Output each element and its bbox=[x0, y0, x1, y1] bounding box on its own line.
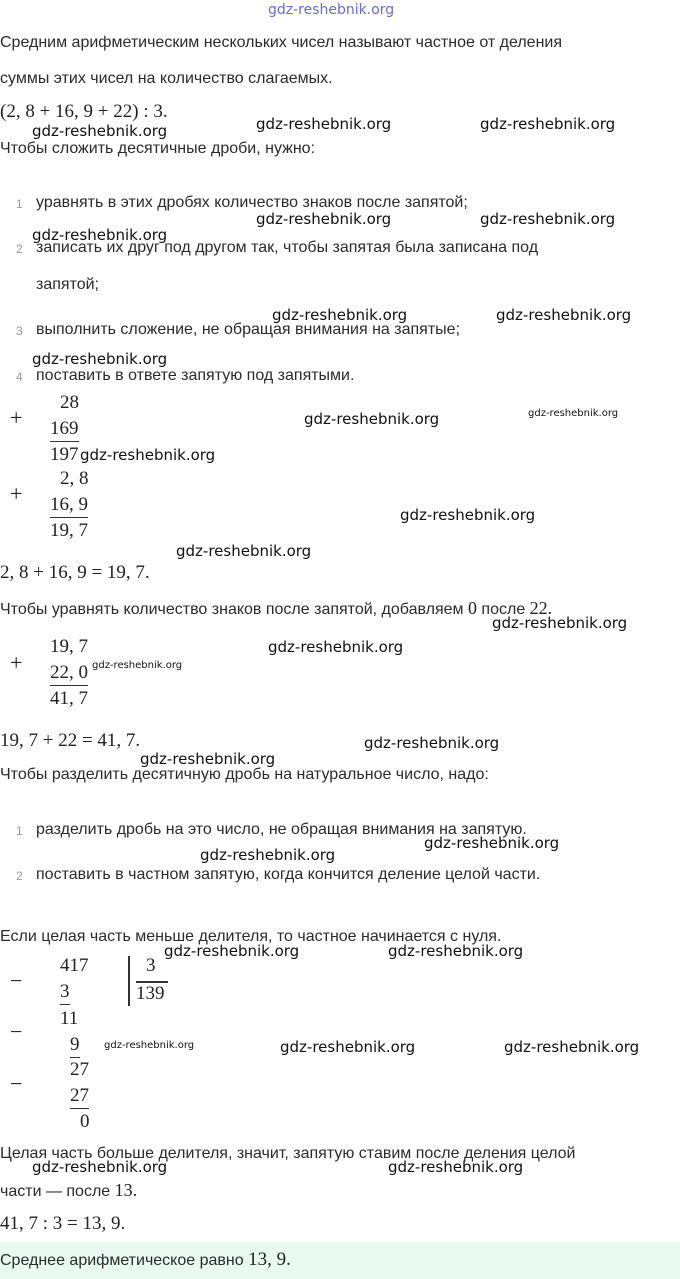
list-item: записать их друг под другом так, чтобы запятая была записана под bbox=[36, 239, 539, 256]
watermark: gdz-reshebnik.org bbox=[480, 210, 616, 228]
list-item: поставить в ответе запятую под запятыми. bbox=[36, 367, 355, 384]
after-div-text: части — после bbox=[0, 1183, 111, 1200]
sum: 19, 7 bbox=[50, 520, 88, 541]
list-number: 1 bbox=[16, 197, 23, 211]
minus-sign: − bbox=[10, 968, 23, 993]
result-equation-2: 19, 7 + 22 = 41, 7. bbox=[0, 730, 141, 751]
answer-value: 13, 9. bbox=[248, 1249, 291, 1270]
list-number: 1 bbox=[16, 824, 23, 838]
watermark: gdz-reshebnik.org bbox=[164, 942, 300, 960]
watermark: gdz-reshebnik.org bbox=[256, 115, 392, 133]
list-item-continued: запятой; bbox=[36, 276, 99, 293]
watermark: gdz-reshebnik.org bbox=[32, 1158, 168, 1176]
subtrahend: 9 bbox=[70, 1034, 80, 1058]
watermark: gdz-reshebnik.org bbox=[304, 410, 440, 428]
watermark: gdz-reshebnik.org bbox=[268, 638, 404, 656]
addend-b: 22, 0 bbox=[50, 662, 88, 686]
division-bracket-vertical bbox=[128, 956, 130, 1006]
align-text: Чтобы уравнять количество знаков после запятой, добавляем bbox=[0, 601, 464, 618]
align-zero: 0 bbox=[467, 598, 477, 618]
div-rule-heading: Чтобы разделить десятичную дробь на натуральное число, надо: bbox=[0, 766, 489, 783]
list-item: поставить в частном запятую, когда кончится деление целой части. bbox=[36, 866, 541, 883]
intro-line-1: Средним арифметическим нескольких чисел называют частное от деления bbox=[0, 34, 563, 51]
list-item: уравнять в этих дробях количество знаков после запятой; bbox=[36, 194, 468, 211]
minus-sign: − bbox=[10, 1071, 23, 1096]
intro-expression: (2, 8 + 16, 9 + 22) : 3. bbox=[0, 101, 168, 122]
addend-a: 19, 7 bbox=[50, 636, 88, 657]
watermark: gdz-reshebnik.org bbox=[528, 408, 619, 419]
intro-line-2: суммы этих чисел на количество слагаемых. bbox=[0, 70, 333, 87]
sum: 197 bbox=[50, 444, 79, 465]
watermark: gdz-reshebnik.org bbox=[176, 542, 312, 560]
after-div-num: 13. bbox=[114, 1180, 138, 1200]
watermark: gdz-reshebnik.org bbox=[504, 1038, 640, 1056]
addend-b: 16, 9 bbox=[50, 494, 88, 518]
watermark: gdz-reshebnik.org bbox=[200, 846, 336, 864]
list-number: 4 bbox=[16, 370, 23, 384]
watermark: gdz-reshebnik.org bbox=[80, 446, 216, 464]
add-rule-heading: Чтобы сложить десятичные дроби, нужно: bbox=[0, 140, 316, 157]
watermark: gdz-reshebnik.org bbox=[364, 734, 500, 752]
after-div-line-2 bbox=[0, 1180, 137, 1201]
div-rule-note: Если целая часть меньше делителя, то частное начинается с нуля. bbox=[0, 928, 502, 945]
watermark-top: gdz-reshebnik.org bbox=[268, 2, 395, 18]
watermark: gdz-reshebnik.org bbox=[492, 614, 628, 632]
after-div-line-1: Целая часть больше делителя, значит, запятую ставим после деления целой bbox=[0, 1145, 576, 1162]
list-number: 2 bbox=[16, 242, 23, 256]
dividend: 417 bbox=[60, 955, 89, 976]
answer-line bbox=[0, 1249, 291, 1271]
watermark: gdz-reshebnik.org bbox=[92, 660, 183, 671]
plus-sign: + bbox=[10, 481, 23, 506]
watermark: gdz-reshebnik.org bbox=[104, 1040, 195, 1051]
list-item: разделить дробь на это число, не обращая внимания на запятую. bbox=[36, 821, 527, 838]
list-number: 3 bbox=[16, 324, 23, 338]
watermark: gdz-reshebnik.org bbox=[388, 1158, 524, 1176]
watermark: gdz-reshebnik.org bbox=[424, 834, 560, 852]
quotient: 139 bbox=[136, 983, 165, 1004]
addend-a: 28 bbox=[60, 392, 79, 413]
addend-a: 2, 8 bbox=[60, 468, 89, 489]
list-item: выполнить сложение, не обращая внимания на запятые; bbox=[36, 321, 461, 338]
final-remainder: 0 bbox=[80, 1111, 90, 1132]
watermark: gdz-reshebnik.org bbox=[140, 750, 276, 768]
addend-b: 169 bbox=[50, 418, 79, 442]
watermark: gdz-reshebnik.org bbox=[496, 306, 632, 324]
watermark: gdz-reshebnik.org bbox=[480, 115, 616, 133]
watermark: gdz-reshebnik.org bbox=[272, 306, 408, 324]
watermark: gdz-reshebnik.org bbox=[388, 942, 524, 960]
watermark: gdz-reshebnik.org bbox=[32, 226, 168, 244]
watermark: gdz-reshebnik.org bbox=[256, 210, 392, 228]
answer-text: Среднее арифметическое равно bbox=[0, 1252, 244, 1269]
align-sentence bbox=[0, 598, 552, 619]
watermark: gdz-reshebnik.org bbox=[32, 350, 168, 368]
result-equation-1: 2, 8 + 16, 9 = 19, 7. bbox=[0, 562, 150, 583]
minus-sign: − bbox=[10, 1019, 23, 1044]
sum: 41, 7 bbox=[50, 688, 88, 709]
watermark: gdz-reshebnik.org bbox=[32, 122, 168, 140]
remainder: 27 bbox=[70, 1059, 89, 1080]
plus-sign: + bbox=[10, 405, 23, 430]
align-mid: после bbox=[481, 601, 526, 618]
align-num: 22. bbox=[529, 598, 553, 618]
divisor: 3 bbox=[146, 955, 156, 976]
watermark: gdz-reshebnik.org bbox=[280, 1038, 416, 1056]
plus-sign: + bbox=[10, 650, 23, 675]
result-equation-3: 41, 7 : 3 = 13, 9. bbox=[0, 1213, 126, 1234]
remainder: 11 bbox=[60, 1008, 79, 1029]
subtrahend: 3 bbox=[60, 981, 70, 1005]
subtrahend: 27 bbox=[70, 1085, 89, 1109]
watermark: gdz-reshebnik.org bbox=[400, 506, 536, 524]
list-number: 2 bbox=[16, 869, 23, 883]
